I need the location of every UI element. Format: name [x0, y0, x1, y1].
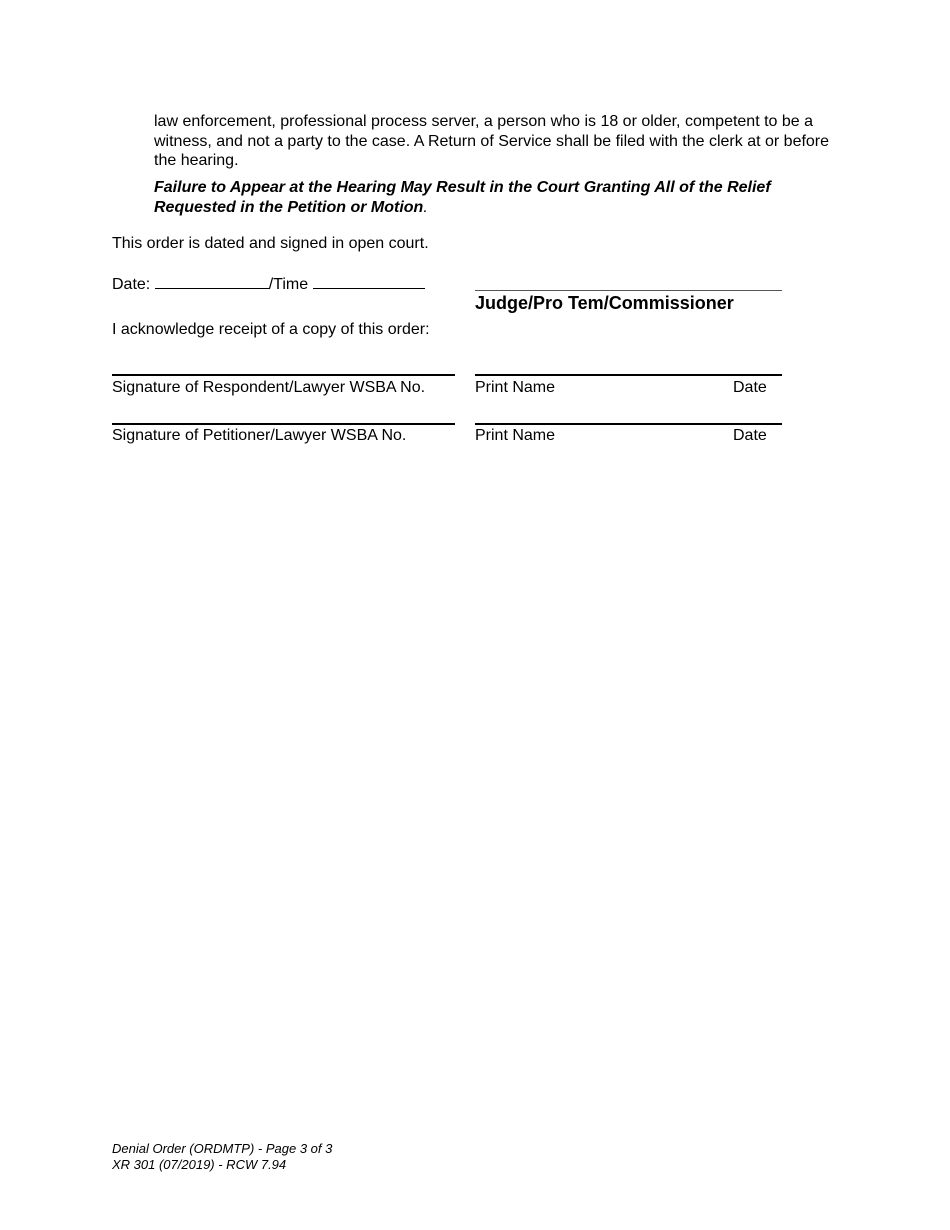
footer-form-code: XR 301 (07/2019) - RCW 7.94 [112, 1157, 287, 1172]
judge-signature-line[interactable] [475, 290, 782, 291]
respondent-print-name-label: Print Name [475, 379, 556, 396]
respondent-print-name-line[interactable] [475, 374, 782, 376]
time-blank[interactable] [313, 274, 425, 289]
respondent-signature-label: Signature of Respondent/Lawyer WSBA No. [112, 379, 426, 396]
page-footer [112, 1141, 332, 1173]
petitioner-print-name-line[interactable] [475, 423, 782, 425]
footer-form-title: Denial Order (ORDMTP) - Page 3 of 3 [112, 1141, 333, 1156]
judge-title: Judge/Pro Tem/Commissioner [475, 293, 734, 313]
warning-period: . [423, 199, 428, 216]
respondent-signature-line[interactable] [112, 374, 455, 376]
order-dated-statement: This order is dated and signed in open court. [112, 235, 429, 252]
date-blank[interactable] [155, 274, 269, 289]
date-label: Date: [112, 276, 151, 293]
petitioner-date-label: Date [733, 427, 767, 444]
petitioner-signature-label: Signature of Petitioner/Lawyer WSBA No. [112, 427, 407, 444]
failure-to-appear-warning [154, 178, 844, 218]
warning-text: Failure to Appear at the Hearing May Result in the Court Granting All of the Relief Requested in the Petition or Motion [154, 179, 771, 216]
time-label: /Time [268, 276, 309, 293]
petitioner-signature-line[interactable] [112, 423, 455, 425]
respondent-date-label: Date [733, 379, 767, 396]
petitioner-print-name-label: Print Name [475, 427, 556, 444]
acknowledge-receipt-text: I acknowledge receipt of a copy of this order: [112, 321, 430, 338]
date-time-line [112, 274, 425, 294]
service-paragraph: law enforcement, professional process server, a person who is 18 or older, competent to be a witness, and not a party to the case. A Return of Service shall be filed with the clerk at or before the hearing. [154, 113, 830, 169]
